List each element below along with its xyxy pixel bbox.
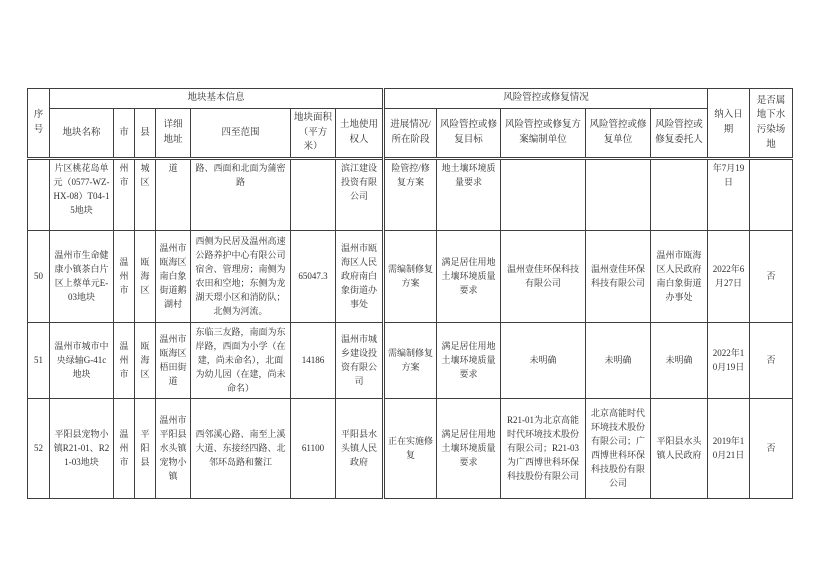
cell-land-user: 温州市瓯海区人民政府南白象街道办事处 <box>336 231 384 323</box>
cell-repair-unit: 温州壹佳环保科技有限公司 <box>586 231 651 323</box>
group-header-basic-info: 地块基本信息 <box>50 89 384 109</box>
col-header-client: 风险管控或修复委托人 <box>651 109 708 159</box>
cell-seq <box>28 159 50 231</box>
table-row-50 <box>28 231 793 323</box>
cell-plan-unit: 未明确 <box>501 323 586 399</box>
table-row-52 <box>28 399 793 499</box>
cell-city: 州市 <box>114 159 135 231</box>
col-header-repair-unit: 风险管控或修复单位 <box>586 109 651 159</box>
cell-target: 地土壤环境质量要求 <box>437 159 501 231</box>
cell-groundwater: 否 <box>750 399 793 499</box>
cell-city: 温州市 <box>114 231 135 323</box>
cell-inclusion-date: 年7月19日 <box>708 159 750 231</box>
cell-groundwater: 否 <box>750 323 793 399</box>
col-header-city: 市 <box>114 109 135 159</box>
cell-city: 温州市 <box>114 323 135 399</box>
cell-area: 65047.3 <box>291 231 336 323</box>
group-header-risk-control: 风险管控或修复情况 <box>384 89 708 109</box>
cell-parcel-name: 温州市生命健康小镇茶白片区上蔡单元E-03地块 <box>50 231 114 323</box>
cell-progress: 险管控/修复方案 <box>384 159 437 231</box>
cell-parcel-name: 温州市城市中央绿轴G-41c地块 <box>50 323 114 399</box>
cell-county: 平阳县 <box>135 399 156 499</box>
col-header-target: 风险管控或修复目标 <box>437 109 501 159</box>
cell-groundwater <box>750 159 793 231</box>
cell-repair-unit: 北京高能时代环境技术股份有限公司；广西博世科环保科技股份有限公司 <box>586 399 651 499</box>
cell-area: 61100 <box>291 399 336 499</box>
cell-seq: 50 <box>28 231 50 323</box>
cell-boundary: 西侧为民居及温州高速公路养护中心有限公司宿舍、管理房；南侧为农田和空地；东侧为龙湖天璟小区和消防队；北侧为河流。 <box>191 231 291 323</box>
cell-land-user: 平阳县水头镇人民政府 <box>336 399 384 499</box>
cell-boundary: 东临三友路，南面为东岸路，西面为小学（在建，尚未命名），北面为幼儿园（在建，尚未命名） <box>191 323 291 399</box>
cell-city: 温州市 <box>114 399 135 499</box>
col-header-land-user: 土地使用权人 <box>336 109 384 159</box>
col-header-groundwater: 是否属地下水污染场地 <box>750 89 793 159</box>
col-header-parcel-name: 地块名称 <box>50 109 114 159</box>
cell-client: 平阳县水头镇人民政府 <box>651 399 708 499</box>
cell-seq: 52 <box>28 399 50 499</box>
col-header-progress: 进展情况/所在阶段 <box>384 109 437 159</box>
cell-target: 满足居住用地土壤环境质量要求 <box>437 231 501 323</box>
cell-client: 温州市瓯海区人民政府南白象街道办事处 <box>651 231 708 323</box>
cell-parcel-name: 片区桃花岛单元（0577-WZ-HX-08）T04-15地块 <box>50 159 114 231</box>
col-header-address: 详细地址 <box>156 109 191 159</box>
cell-area: 14186 <box>291 323 336 399</box>
land-parcel-remediation-table <box>27 88 793 499</box>
cell-inclusion-date: 2019年10月21日 <box>708 399 750 499</box>
cell-repair-unit <box>586 159 651 231</box>
cell-county: 瓯海区 <box>135 323 156 399</box>
cell-boundary: 西邻溪心路、南至上溪大道、东接经四路、北邻环岛路和鳌江 <box>191 399 291 499</box>
cell-progress: 需编制修复方案 <box>384 323 437 399</box>
cell-seq: 51 <box>28 323 50 399</box>
table-group-header-row <box>28 89 793 109</box>
table-column-header-row <box>28 109 793 159</box>
cell-progress: 需编制修复方案 <box>384 231 437 323</box>
col-header-inclusion-date: 纳入日期 <box>708 89 750 159</box>
cell-inclusion-date: 2022年10月19日 <box>708 323 750 399</box>
cell-address: 温州市瓯海区梧田街道 <box>156 323 191 399</box>
cell-inclusion-date: 2022年6月27日 <box>708 231 750 323</box>
col-header-plan-unit: 风险管控或修复方案编制单位 <box>501 109 586 159</box>
col-header-seq: 序号 <box>28 89 50 159</box>
cell-county: 城区 <box>135 159 156 231</box>
cell-plan-unit: 温州壹佳环保科技有限公司 <box>501 231 586 323</box>
cell-land-user: 温州市城乡建设投资有限公司 <box>336 323 384 399</box>
cell-address: 道 <box>156 159 191 231</box>
col-header-county: 县 <box>135 109 156 159</box>
col-header-boundary: 四至范围 <box>191 109 291 159</box>
cell-boundary: 路、西面和北面为蒲密路 <box>191 159 291 231</box>
col-header-area: 地块面积（平方米） <box>291 109 336 159</box>
cell-groundwater: 否 <box>750 231 793 323</box>
cell-progress: 正在实施修复 <box>384 399 437 499</box>
cell-plan-unit: R21-01为北京高能时代环境技术股份有限公司；R21-03为广西博世科环保科技股份有限公司 <box>501 399 586 499</box>
cell-target: 满足居住用地土壤环境质量要求 <box>437 399 501 499</box>
cell-repair-unit: 未明确 <box>586 323 651 399</box>
cell-target: 满足居住用地土壤环境质量要求 <box>437 323 501 399</box>
cell-parcel-name: 平阳县宠物小镇R21-01、R21-03地块 <box>50 399 114 499</box>
table-row-51 <box>28 323 793 399</box>
table-row-truncated <box>28 159 793 231</box>
cell-address: 温州市平阳县水头镇宠物小镇 <box>156 399 191 499</box>
cell-land-user: 滨江建设投资有限公司 <box>336 159 384 231</box>
cell-plan-unit <box>501 159 586 231</box>
cell-area <box>291 159 336 231</box>
cell-address: 温州市瓯海区南白象街道鹅湖村 <box>156 231 191 323</box>
cell-client: 未明确 <box>651 323 708 399</box>
cell-county: 瓯海区 <box>135 231 156 323</box>
cell-client <box>651 159 708 231</box>
